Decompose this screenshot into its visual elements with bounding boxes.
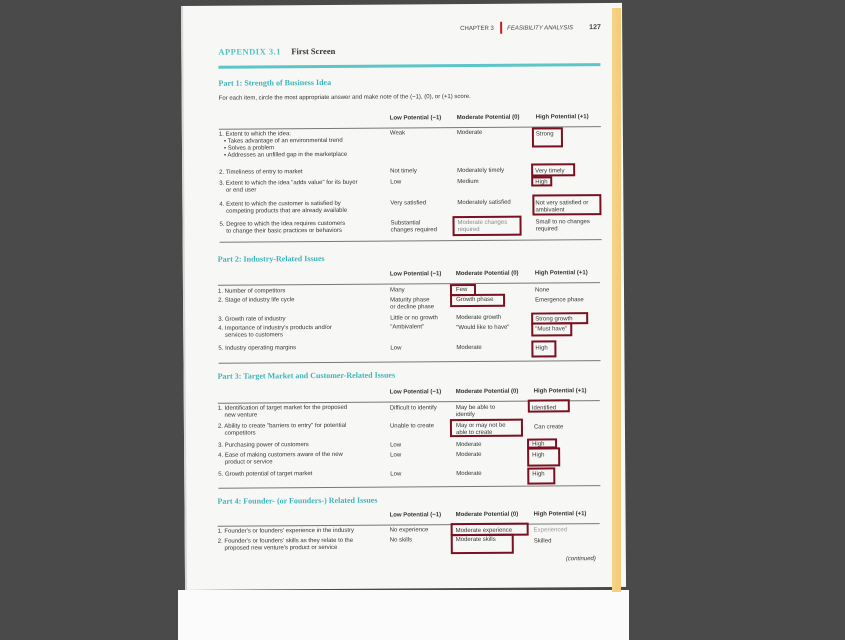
part1-title: Part 1: Strength of Business Idea xyxy=(218,77,332,88)
circle-high-growth xyxy=(527,467,555,484)
part1-row4-high: Not very satisfied or ambivalent xyxy=(535,200,589,214)
part2-row3-low: Little or no growth xyxy=(390,315,438,322)
circle-very-timely xyxy=(531,163,575,176)
part1-row5-low: Substantial changes required xyxy=(390,220,437,234)
appendix-label: APPENDIX 3.1 xyxy=(218,46,282,57)
part1-row3-low: Low xyxy=(390,179,402,186)
part2-row4-low: "Ambivalent" xyxy=(390,324,425,331)
part3-row3-item: 3. Purchasing power of customers xyxy=(218,442,309,449)
part1-row4-low: Very satisfied xyxy=(390,200,427,207)
part2-row3-moderate: Moderate growth xyxy=(456,314,502,322)
part2-row1-moderate: Few xyxy=(455,287,468,294)
part1-row1-item: 1. Extent to which the idea: • Takes advantage of an environmental trend • Solves a problem • Addresses an unfilled gap in the marketplace xyxy=(218,131,348,159)
appendix-title: First Screen xyxy=(291,45,336,57)
part1-row4-item: 4. Extent to which the customer is satisfied by competing products that are already available xyxy=(219,200,348,215)
title-rule xyxy=(218,63,600,69)
part4-row1-low: No experience xyxy=(389,527,429,534)
part3-row5-moderate: Moderate xyxy=(456,470,482,478)
part2-col-moderate: Moderate Potential (0) xyxy=(455,270,519,278)
part4-row2-moderate: Moderate skills xyxy=(455,536,496,544)
part1-row2-item: 2. Timeliness of entry to market xyxy=(219,169,303,176)
part1-col-high: High Potential (+1) xyxy=(535,114,589,121)
circle-growth-phase xyxy=(450,294,505,307)
circle-may-or-may-not xyxy=(450,419,523,438)
part2-col-low: Low Potential (−1) xyxy=(389,271,442,278)
part1-end-rule xyxy=(220,239,602,243)
part2-row2-low: Maturity phase or decline phase xyxy=(390,297,435,311)
part4-header-rule xyxy=(218,523,600,527)
part1-col-low: Low Potential (−1) xyxy=(389,115,442,122)
part2-row3-item: 3. Growth rate of industry xyxy=(218,316,286,323)
part1-row5-high: Small to no changes required xyxy=(535,219,590,233)
part2-row1-item: 1. Number of competitors xyxy=(217,288,286,295)
part3-row1-high: Identified xyxy=(531,405,557,412)
circle-identified xyxy=(528,399,570,412)
circle-moderate-skills xyxy=(451,534,514,554)
part4-row1-moderate: Moderate experience xyxy=(455,527,513,535)
part2-row2-moderate: Growth phase xyxy=(456,296,494,304)
part1-instructions: For each item, circle the most appropriate answer and make note of the (−1), (0), or (+1) score. xyxy=(218,93,471,102)
part4-row2-low: No skills xyxy=(389,537,413,544)
document-page xyxy=(181,3,626,590)
part1-col-moderate: Moderate Potential (0) xyxy=(456,114,520,122)
part3-row5-low: Low xyxy=(390,471,402,478)
part1-row2-low: Not timely xyxy=(390,168,417,175)
circle-not-very-satisfied xyxy=(532,194,601,215)
part4-row1-high: Experienced xyxy=(533,527,568,534)
part3-row3-low: Low xyxy=(390,442,402,449)
part4-col-moderate: Moderate Potential (0) xyxy=(455,511,519,519)
part3-title: Part 3: Target Market and Customer-Related Issues xyxy=(217,370,396,381)
part3-end-rule xyxy=(218,485,600,489)
circle-high-value xyxy=(531,176,552,186)
page-number: 127 xyxy=(589,24,601,32)
part1-row2-moderate: Moderately timely xyxy=(457,167,505,175)
running-header-chapter: CHAPTER 3 xyxy=(460,25,494,33)
part1-row1-moderate: Moderate xyxy=(456,129,483,137)
part1-row1-high: Strong xyxy=(535,131,554,138)
part2-row1-high: None xyxy=(534,287,550,294)
part1-row2-high: Very timely xyxy=(535,168,565,175)
part3-row2-item: 2. Ability to create "barriers to entry" for potential competitors xyxy=(217,422,347,437)
part3-row1-item: 1. Identification of target market for the proposed new venture xyxy=(217,404,348,419)
part2-row2-high: Emergence phase xyxy=(535,297,584,304)
part3-row5-item: 5. Growth potential of target market xyxy=(218,471,313,478)
part3-col-moderate: Moderate Potential (0) xyxy=(455,388,519,396)
part1-row3-high: High xyxy=(535,179,548,186)
circle-high-ease xyxy=(527,447,560,466)
part4-row2-high: Skilled xyxy=(533,538,552,545)
header-divider xyxy=(500,22,502,34)
part2-row2-item: 2. Stage of industry life cycle xyxy=(218,297,295,304)
part1-row3-item: 3. Extent to which the idea "adds value" for its buyer or end user xyxy=(219,179,358,194)
part3-row2-high: Can create xyxy=(533,424,564,431)
part2-row5-moderate: Moderate xyxy=(456,344,482,352)
part4-row2-item: 2. Founder's or founders' skills as they relate to the proposed new venture's product or service xyxy=(217,537,354,552)
part4-col-high: High Potential (+1) xyxy=(533,511,587,518)
part3-row3-high: High xyxy=(532,441,545,448)
running-header-title: FEASIBILITY ANALYSIS xyxy=(507,25,573,32)
circle-strong xyxy=(532,127,563,147)
circle-must-have xyxy=(531,322,572,336)
circle-moderate-changes xyxy=(452,216,521,236)
part4-title: Part 4: Founder- (or Founders-) Related Issues xyxy=(217,495,378,506)
part3-row4-low: Low xyxy=(390,452,402,459)
part1-row3-moderate: Medium xyxy=(457,178,479,186)
continued-note: (continued) xyxy=(565,556,596,563)
part2-row4-moderate: "Would like to have" xyxy=(456,324,510,332)
part2-row4-item: 4. Importance of industry's products and/or services to customers xyxy=(218,324,332,339)
part3-col-high: High Potential (+1) xyxy=(533,388,587,395)
part2-col-high: High Potential (+1) xyxy=(534,270,588,277)
part2-row5-item: 5. Industry operating margins xyxy=(218,345,297,352)
part3-row2-low: Unable to create xyxy=(389,423,434,430)
part2-title: Part 2: Industry-Related Issues xyxy=(217,254,325,264)
circle-high-margins xyxy=(531,340,556,357)
part4-row1-item: 1. Founder's or founders' experience in the industry xyxy=(217,527,355,535)
part2-row4-high: "Must have" xyxy=(535,326,568,333)
part3-row3-moderate: Moderate xyxy=(456,441,482,449)
part2-end-rule xyxy=(218,360,600,364)
part3-row4-moderate: Moderate xyxy=(456,451,482,459)
part2-row1-low: Many xyxy=(389,287,405,294)
part4-col-low: Low Potential (−1) xyxy=(389,512,442,519)
part3-row5-high: High xyxy=(532,471,545,478)
part2-row3-high: Strong growth xyxy=(535,316,573,323)
part1-row5-item: 5. Degree to which the idea requires customers to change their basic practices or behaviors xyxy=(219,220,346,235)
page-edge-yellow xyxy=(612,8,621,592)
part2-row5-low: Low xyxy=(390,345,402,352)
page-bottom-area xyxy=(178,590,629,640)
part3-row2-moderate: May or may not be able to create xyxy=(455,422,506,437)
part3-row4-item: 4. Ease of making customers aware of the new product or service xyxy=(218,451,343,466)
part1-row1-low: Weak xyxy=(389,130,406,137)
part3-row1-low: Difficult to identify xyxy=(389,405,437,412)
part3-col-low: Low Potential (−1) xyxy=(389,389,442,396)
part2-row5-high: High xyxy=(535,345,548,352)
part2-header-rule xyxy=(218,282,600,286)
part3-row4-high: High xyxy=(532,452,545,459)
part1-row4-moderate: Moderately satisfied xyxy=(457,199,511,207)
part1-row5-moderate: Moderate changes required xyxy=(457,219,508,234)
part3-row1-moderate: May be able to identify xyxy=(455,404,496,419)
